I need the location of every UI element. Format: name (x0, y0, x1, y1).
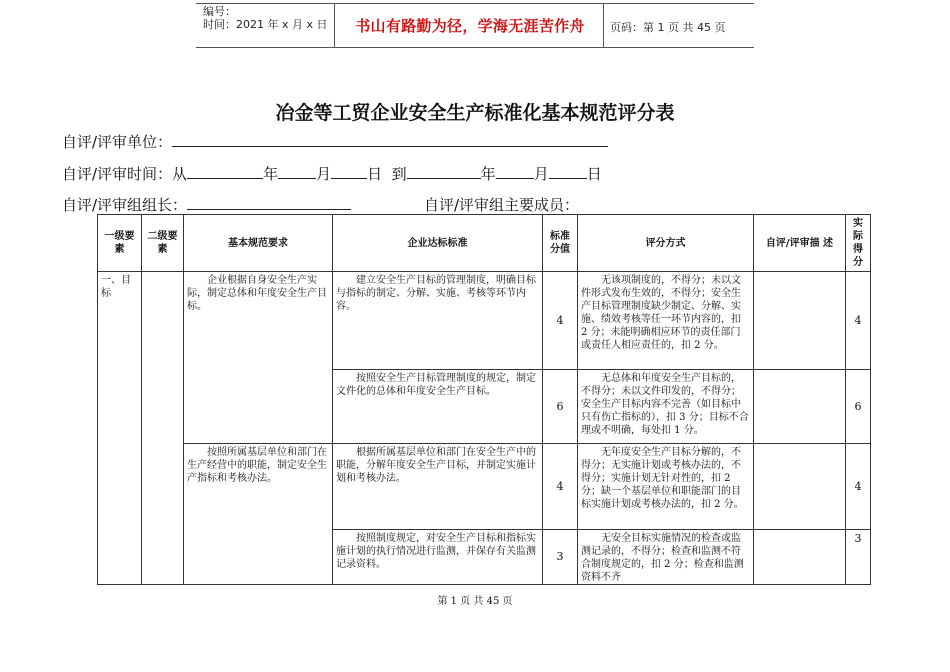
info-unit-blank (172, 132, 608, 147)
header-level2: 二级要素 (142, 215, 184, 272)
header-page-label: 页码：第 1 页 共 45 页 (610, 21, 726, 34)
info-day-2: 日 (586, 165, 602, 183)
standard-cell: 按照安全生产目标管理制度的规定，制定文件化的总体和年度安全生产目标。 (333, 370, 543, 444)
requirement-cell: 按照所属基层单位和部门在生产经营中的职能，制定安全生产指标和考核办法。 (184, 444, 333, 585)
header-method: 评分方式 (578, 215, 754, 272)
header-top-line (196, 3, 754, 4)
actual-score-cell[interactable]: 3 (846, 530, 871, 585)
page-footer: 第 1 页 共 45 页 (437, 596, 513, 607)
scoring-table (97, 214, 871, 585)
self-eval-cell[interactable] (754, 530, 846, 585)
header-number-label: 编号： (203, 5, 236, 18)
header-standard: 企业达标标准 (333, 215, 543, 272)
header-motto: 书山有路勤为径，学海无涯苦作舟 (355, 17, 585, 35)
info-members-line (424, 194, 579, 215)
info-month-1: 月 (316, 165, 332, 183)
self-eval-cell[interactable] (754, 272, 846, 370)
actual-score-cell[interactable]: 4 (846, 444, 871, 530)
self-eval-cell[interactable] (754, 444, 846, 530)
header-level1: 一级要素 (98, 215, 142, 272)
requirement-cell: 企业根据自身安全生产实际，制定总体和年度安全生产目标。 (184, 272, 333, 444)
info-leader-label: 自评/评审组组长： (62, 196, 188, 214)
info-unit-line (62, 131, 608, 152)
info-members-label: 自评/评审组主要成员： (424, 196, 580, 214)
standard-cell: 建立安全生产目标的管理制度，明确目标与指标的制定、分解、实施、考核等环节内容。 (333, 272, 543, 370)
level1-cell: 一、目标 (98, 272, 142, 585)
method-cell: 无年度安全生产目标分解的，不得分；无实施计划或考核办法的，不得分；实施计划无针对性的，扣 2 分；缺一个基层单位和职能部门的目标实施计划或考核办法的，扣 2 分。 (578, 444, 754, 530)
table-header-row (98, 215, 871, 272)
info-leader-blank (187, 195, 351, 210)
score-cell: 3 (543, 530, 578, 585)
info-from-month-blank (278, 164, 316, 179)
info-year-1: 年 (263, 165, 279, 183)
info-day-1: 日 (367, 165, 383, 183)
document-title: 冶金等工贸企业安全生产标准化基本规范评分表 (275, 102, 675, 124)
info-to-month-blank (496, 164, 534, 179)
info-leader-line (62, 194, 351, 215)
header-requirement: 基本规范要求 (184, 215, 333, 272)
score-cell: 6 (543, 370, 578, 444)
info-to-day-blank (549, 164, 587, 179)
level2-cell (142, 272, 184, 585)
standard-cell: 根据所属基层单位和部门在安全生产中的职能，分解年度安全生产目标，并制定实施计划和考核办法。 (333, 444, 543, 530)
score-cell: 4 (543, 444, 578, 530)
info-year-2: 年 (480, 165, 496, 183)
actual-score-cell[interactable]: 4 (846, 272, 871, 370)
standard-cell: 按照制度规定，对安全生产目标和指标实施计划的执行情况进行监测，并保存有关监测记录资料。 (333, 530, 543, 585)
method-cell: 无该项制度的，不得分；未以文件形式发布生效的，不得分；安全生产目标管理制度缺少制定、分解、实施、绩效考核等任一环节内容的，扣 2 分；未能明确相应环节的责任部门或责任人相应责任的，扣 2 分。 (578, 272, 754, 370)
header-divider-left (334, 3, 335, 47)
header-self-eval: 自评/评审描 述 (754, 215, 846, 272)
score-cell: 4 (543, 272, 578, 370)
header-bottom-line (196, 47, 754, 48)
info-unit-label: 自评/评审单位： (62, 133, 173, 151)
header-divider-right (603, 3, 604, 47)
method-cell: 无总体和年度安全生产目标的，不得分；未以文件印发的，不得分；安全生产目标内容不完善（如目标中只有伤亡指标的），扣 3 分；目标不合理或不明确，每处扣 1 分。 (578, 370, 754, 444)
info-month-2: 月 (533, 165, 549, 183)
table-row (98, 272, 871, 370)
header-score-std: 标准分值 (543, 215, 578, 272)
actual-score-cell[interactable]: 6 (846, 370, 871, 444)
header-actual: 实际得分 (846, 215, 871, 272)
info-time-label: 自评/评审时间：从 (62, 165, 188, 183)
info-from-year-blank (187, 164, 263, 179)
method-cell: 无安全目标实施情况的检查或监测记录的，不得分；检查和监测不符合制度规定的，扣 2 分；检查和监测资料不齐 (578, 530, 754, 585)
info-to-year-blank (407, 164, 481, 179)
info-to: 到 (391, 165, 407, 183)
self-eval-cell[interactable] (754, 370, 846, 444)
info-time-line (62, 163, 602, 184)
table-row (98, 444, 871, 530)
header-time-label: 时间：2021 年 x 月 x 日 (203, 18, 328, 31)
info-from-day-blank (331, 164, 367, 179)
